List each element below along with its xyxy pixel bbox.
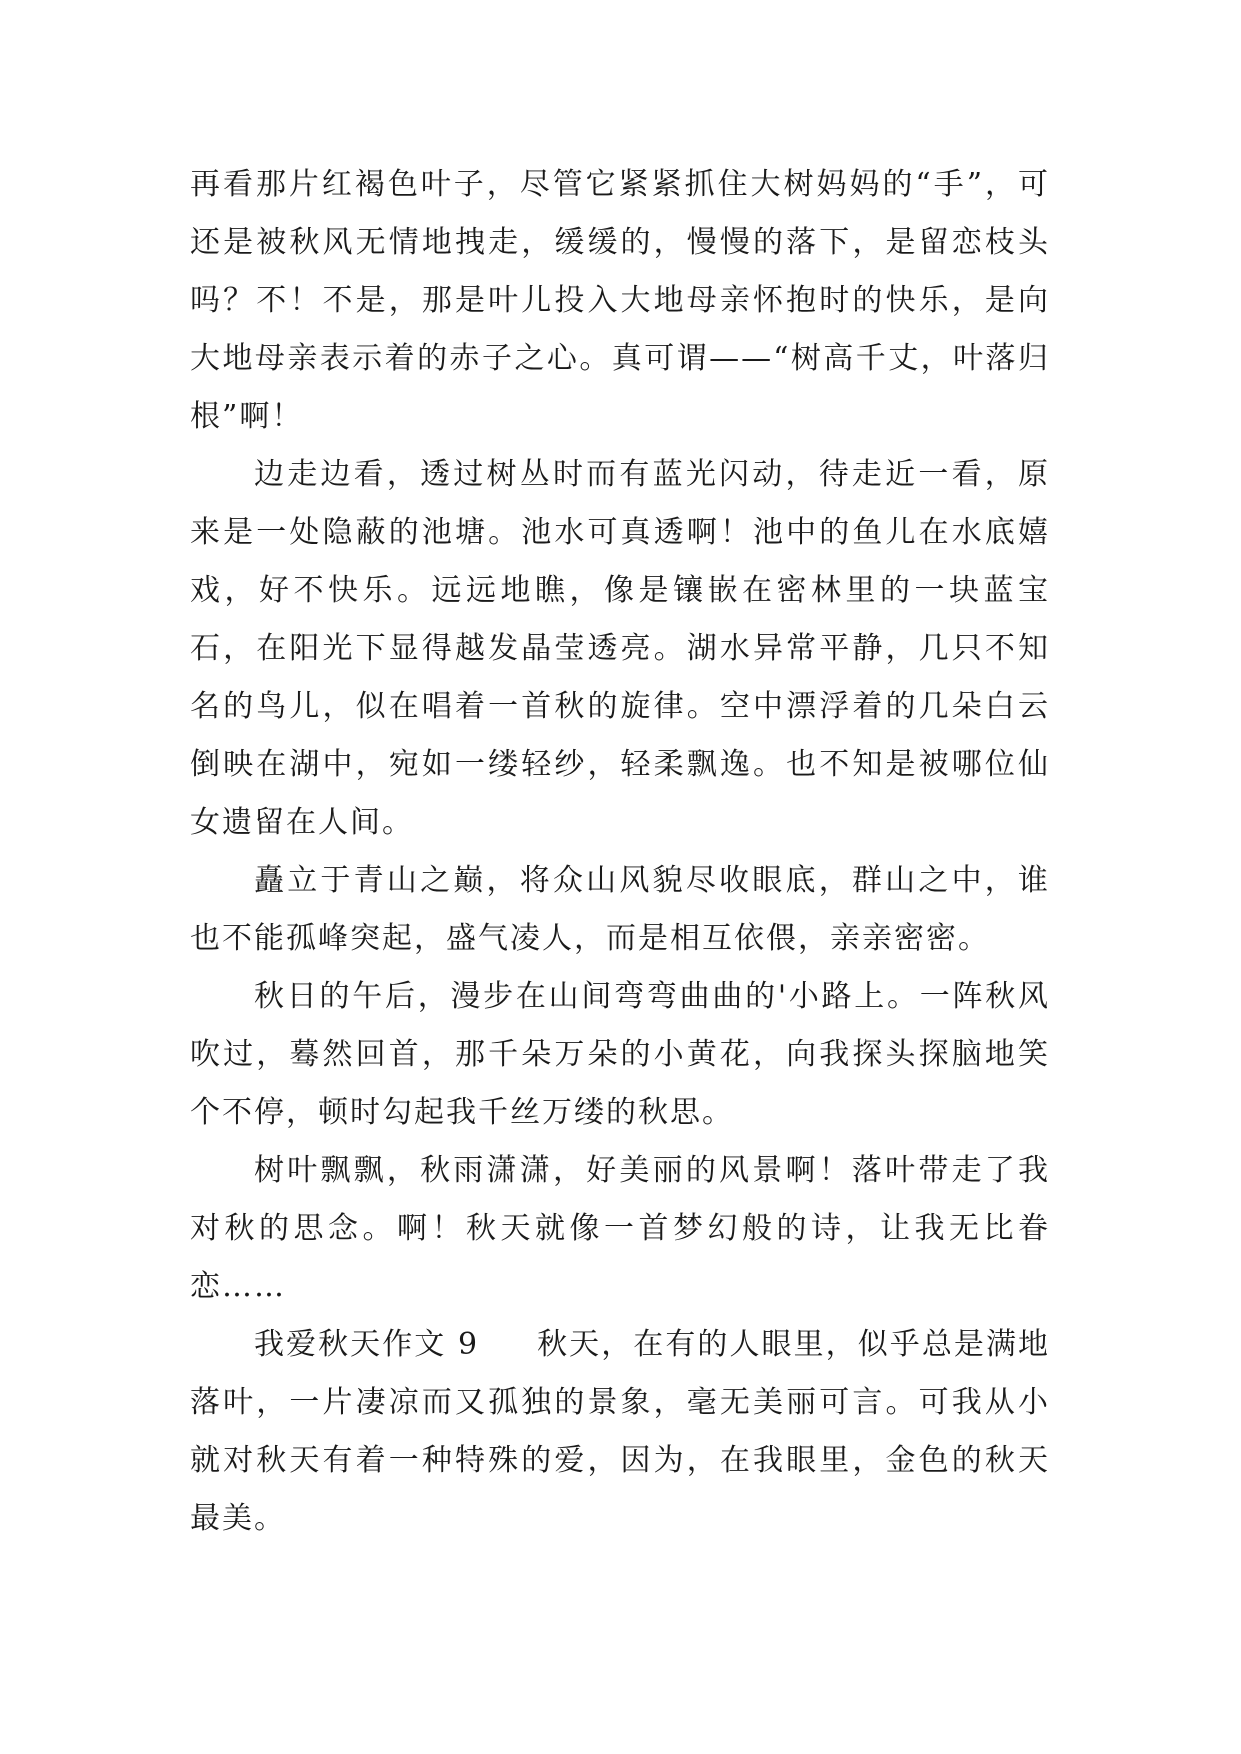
essay-body: 秋天，在有的人眼里，似乎总是满地落叶，一片凄凉而又孤独的景象，毫无美丽可言。可我从小就对秋天有着一种特殊的爱，因为，在我眼里，金色的秋天最美。 [190, 1327, 1051, 1536]
paragraph-essay-nine [190, 1316, 1050, 1548]
paragraph-autumn-afternoon: 秋日的午后，漫步在山间弯弯曲曲的'小路上。一阵秋风吹过，蓦然回首，那千朵万朵的小黄花，向我探头探脑地笑个不停，顿时勾起我千丝万缕的秋思。 [190, 979, 1050, 1130]
paragraph-falling-leaves: 树叶飘飘，秋雨潇潇，好美丽的风景啊！落叶带走了我对秋的思念。啊！秋天就像一首梦幻般的诗，让我无比眷恋…… [190, 1153, 1050, 1304]
document-body [190, 156, 1050, 1548]
paragraph-mountain-top: 矗立于青山之巅，将众山风貌尽收眼底，群山之中，谁也不能孤峰突起，盛气凌人，而是相互依偎，亲亲密密。 [190, 863, 1050, 956]
paragraph-red-leaf: 再看那片红褐色叶子，尽管它紧紧抓住大树妈妈的“手”，可还是被秋风无情地拽走，缓缓的，慢慢的落下，是留恋枝头吗？不！不是，那是叶儿投入大地母亲怀抱时的快乐，是向大地母亲表示着的赤子之心。真可谓——“树高千丈，叶落归根”啊！ [190, 167, 1050, 434]
paragraph-pond: 边走边看，透过树丛时而有蓝光闪动，待走近一看，原来是一处隐蔽的池塘。池水可真透啊！池中的鱼儿在水底嬉戏，好不快乐。远远地瞧，像是镶嵌在密林里的一块蓝宝石，在阳光下显得越发晶莹透亮。湖水异常平静，几只不知名的鸟儿，似在唱着一首秋的旋律。空中漂浮着的几朵白云倒映在湖中，宛如一缕轻纱，轻柔飘逸。也不知是被哪位仙女遗留在人间。 [190, 457, 1050, 840]
essay-heading: 我爱秋天作文 9 [254, 1327, 480, 1362]
